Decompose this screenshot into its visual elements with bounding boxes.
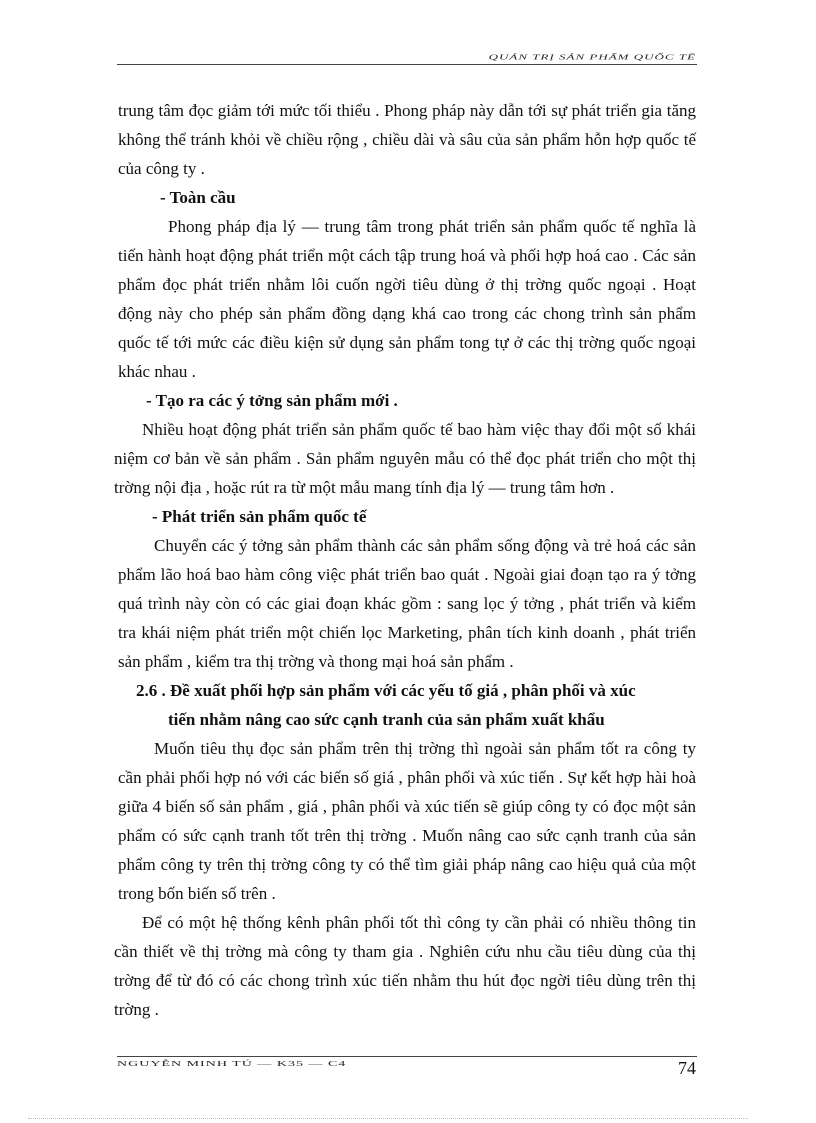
subheading-new-ideas: - Tạo ra các ý tởng sản phẩm mới . bbox=[146, 391, 398, 410]
footer-rule bbox=[117, 1056, 697, 1057]
paragraph: Chuyển các ý tởng sản phẩm thành các sản phẩm sống động và trẻ hoá các sản phẩm lão hoá bao hàm công việc phát triển bao quát . Ngoài giai đoạn tạo ra ý tởng quá trình này còn có các giai đoạn khác gồm : sang lọc ý tởng , phát triển và kiểm tra khái niệm phát triển một chiến lọc Marketing, phân tích kinh doanh , phát triển sản phẩm , kiểm tra thị trờng và thong mại hoá sản phẩm . bbox=[118, 536, 696, 671]
paragraph: Nhiều hoạt động phát triển sản phẩm quốc tế bao hàm việc thay đổi một số khái niệm cơ bản về sản phẩm . Sản phẩm nguyên mẫu có thể đọc phát triển cho một thị trờng nội địa , hoặc rút ra từ một mẫu mang tính địa lý — trung tâm hơn . bbox=[114, 420, 696, 497]
section-heading-continued: tiến nhằm nâng cao sức cạnh tranh của sản phẩm xuất khẩu bbox=[168, 710, 605, 729]
paragraph: Để có một hệ thống kênh phân phối tốt thì công ty cần phải có nhiều thông tin cần thiết về thị trờng mà công ty tham gia . Nghiên cứu nhu cầu tiêu dùng của thị trờng để từ đó có các chong trình xúc tiến nhằm thu hút đọc ngời tiêu dùng trên thị trờng . bbox=[114, 913, 696, 1019]
footer-author: NGUYỄN MINH TÚ — K35 — C4 bbox=[117, 1060, 347, 1069]
paragraph: trung tâm đọc giảm tới mức tối thiểu . Phong pháp này dẫn tới sự phát triển gia tăng không thể tránh khỏi về chiều rộng , chiều dài và sâu của sản phẩm hỗn hợp quốc tế của công ty . bbox=[118, 101, 696, 178]
bottom-dotted-border bbox=[28, 1118, 748, 1119]
paragraph: Muốn tiêu thụ đọc sản phẩm trên thị trờng thì ngoài sản phẩm tốt ra công ty cần phải phối hợp nó với các biến số giá , phân phối và xúc tiến . Sự kết hợp hài hoà giữa 4 biến số sản phẩm , giá , phân phối và xúc tiến sẽ giúp công ty có đọc một sản phẩm có sức cạnh tranh tốt trên thị trờng . Muốn nâng cao sức cạnh tranh của sản phẩm công ty trên thị trờng công ty có thể tìm giải pháp nâng cao hiệu quả của một trong bốn biến số trên . bbox=[118, 739, 696, 903]
section-heading: 2.6 . Đề xuất phối hợp sản phẩm với các yếu tố giá , phân phối và xúc bbox=[136, 681, 636, 700]
header-rule bbox=[117, 64, 697, 65]
page-body bbox=[114, 96, 696, 1024]
subheading-product-development: - Phát triển sản phẩm quốc tế bbox=[152, 507, 367, 526]
running-header: QUẢN TRỊ SẢN PHẨM QUỐC TẾ bbox=[488, 52, 696, 62]
page-number: 74 bbox=[678, 1058, 696, 1078]
paragraph: Phong pháp địa lý — trung tâm trong phát triển sản phẩm quốc tế nghĩa là tiến hành hoạt động phát triển một cách tập trung hoá và phối hợp hoá cao . Các sản phẩm đọc phát triển nhằm lôi cuốn ngời tiêu dùng ở thị trờng quốc ngoại . Hoạt động này cho phép sản phẩm đồng dạng khá cao trong các chong trình sản phẩm quốc tế tới mức các điều kiện sử dụng sản phẩm tong tự ở các thị trờng quốc ngoại khác nhau . bbox=[118, 217, 696, 381]
subheading-global: - Toàn cầu bbox=[160, 188, 236, 207]
